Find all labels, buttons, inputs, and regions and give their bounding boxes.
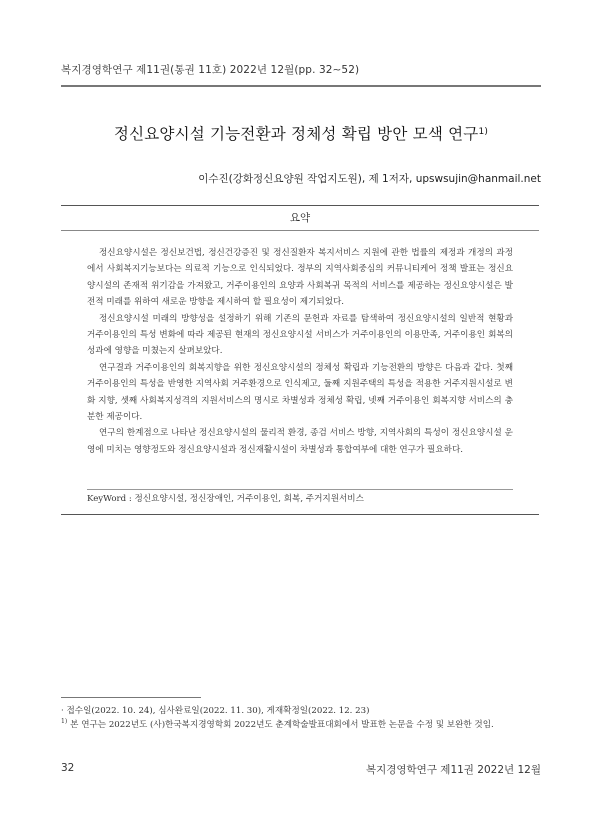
keyword-line: KeyWord : 정신요양시설, 정신장애인, 거주이용인, 회복, 주거지원서비스 xyxy=(87,489,513,504)
footnote-note xyxy=(61,718,541,730)
footnote-text: 본 연구는 2022년도 (사)한국복지경영학회 2022년도 춘계학술발표대회에서 발표한 논문을 수정 및 보완한 것임. xyxy=(70,720,494,730)
title-footnote-mark: 1) xyxy=(478,127,489,137)
page-number: 32 xyxy=(61,762,75,774)
footnote-mark: 1) xyxy=(61,718,68,725)
abstract-body xyxy=(61,231,539,458)
author-line: 이수진(강화정신요양원 작업지도원), 제 1저자, upswsujin@hanmail.net xyxy=(198,173,541,185)
header-rule xyxy=(61,85,541,87)
article-title xyxy=(61,122,541,144)
abstract-paragraph: 정신요양시설 미래의 방향성을 설정하기 위해 기존의 문헌과 자료를 탐색하여 정신요양시설의 일반적 현황과 거주이용인의 특성 변화에 따라 제공된 현재의 정신요양시설 서비스가 거주이용인의 이용만족, 거주이용인 회복의 성과에 영향을 미쳤는지 살펴보았다. xyxy=(87,313,513,357)
abstract-paragraph: 정신요양시설은 정신보건법, 정신건강증진 및 정신질환자 복지서비스 지원에 관한 법률의 제정과 개정의 과정에서 사회복지기능보다는 의료적 기능으로 인식되었다. 정부의 지역사회중심의 커뮤니티케어 정책 발표는 정신요양시설의 존재적 위기감을 가져왔고, 거주이용인의 요양과 사회복귀 목적의 서비스를 제공하는 정신요양시설은 발전적 미래를 위하여 새로운 방향을 제시하여 할 필요성이 제기되었다. xyxy=(87,248,513,308)
abstract-box xyxy=(61,205,539,515)
abstract-paragraph: 연구의 한계점으로 나타난 정신요양시설의 물리적 환경, 종검 서비스 방향, 지역사회의 특성이 정신요양시설 운영에 미치는 영향정도와 정신요양시설과 정신재활시설이 차별성과 통합여부에 대한 연구가 필요하다. xyxy=(87,428,513,455)
abstract-paragraph: 연구결과 거주이용인의 회복지향을 위한 정신요양시설의 정체성 확립과 기능전환의 방향은 다음과 같다. 첫째 거주이용인의 특성을 반영한 지역사회 거주환경으로 인식제고, 둘째 지원주택의 특성을 적용한 거주지원시설로 변화 지향, 셋째 사회복지성격의 지원서비스의 명시로 차별성과 정체성 확립, 넷째 거주이용인 회복지향 서비스의 충분한 제공이다. xyxy=(87,362,513,423)
journal-header: 복지경영학연구 제11권(통권 11호) 2022년 12월(pp. 32∼52) xyxy=(61,64,360,76)
footnote-rule xyxy=(61,697,201,698)
footnote-dates: · 접수일(2022. 10. 24), 심사완료일(2022. 11. 30), 게재확정일(2022. 12. 23) xyxy=(61,706,370,716)
footer-journal: 복지경영학연구 제11권 2022년 12월 xyxy=(365,764,541,776)
abstract-heading: 요약 xyxy=(61,206,539,231)
article-title-text: 정신요양시설 기능전환과 정체성 확립 방안 모색 연구 xyxy=(113,125,479,143)
